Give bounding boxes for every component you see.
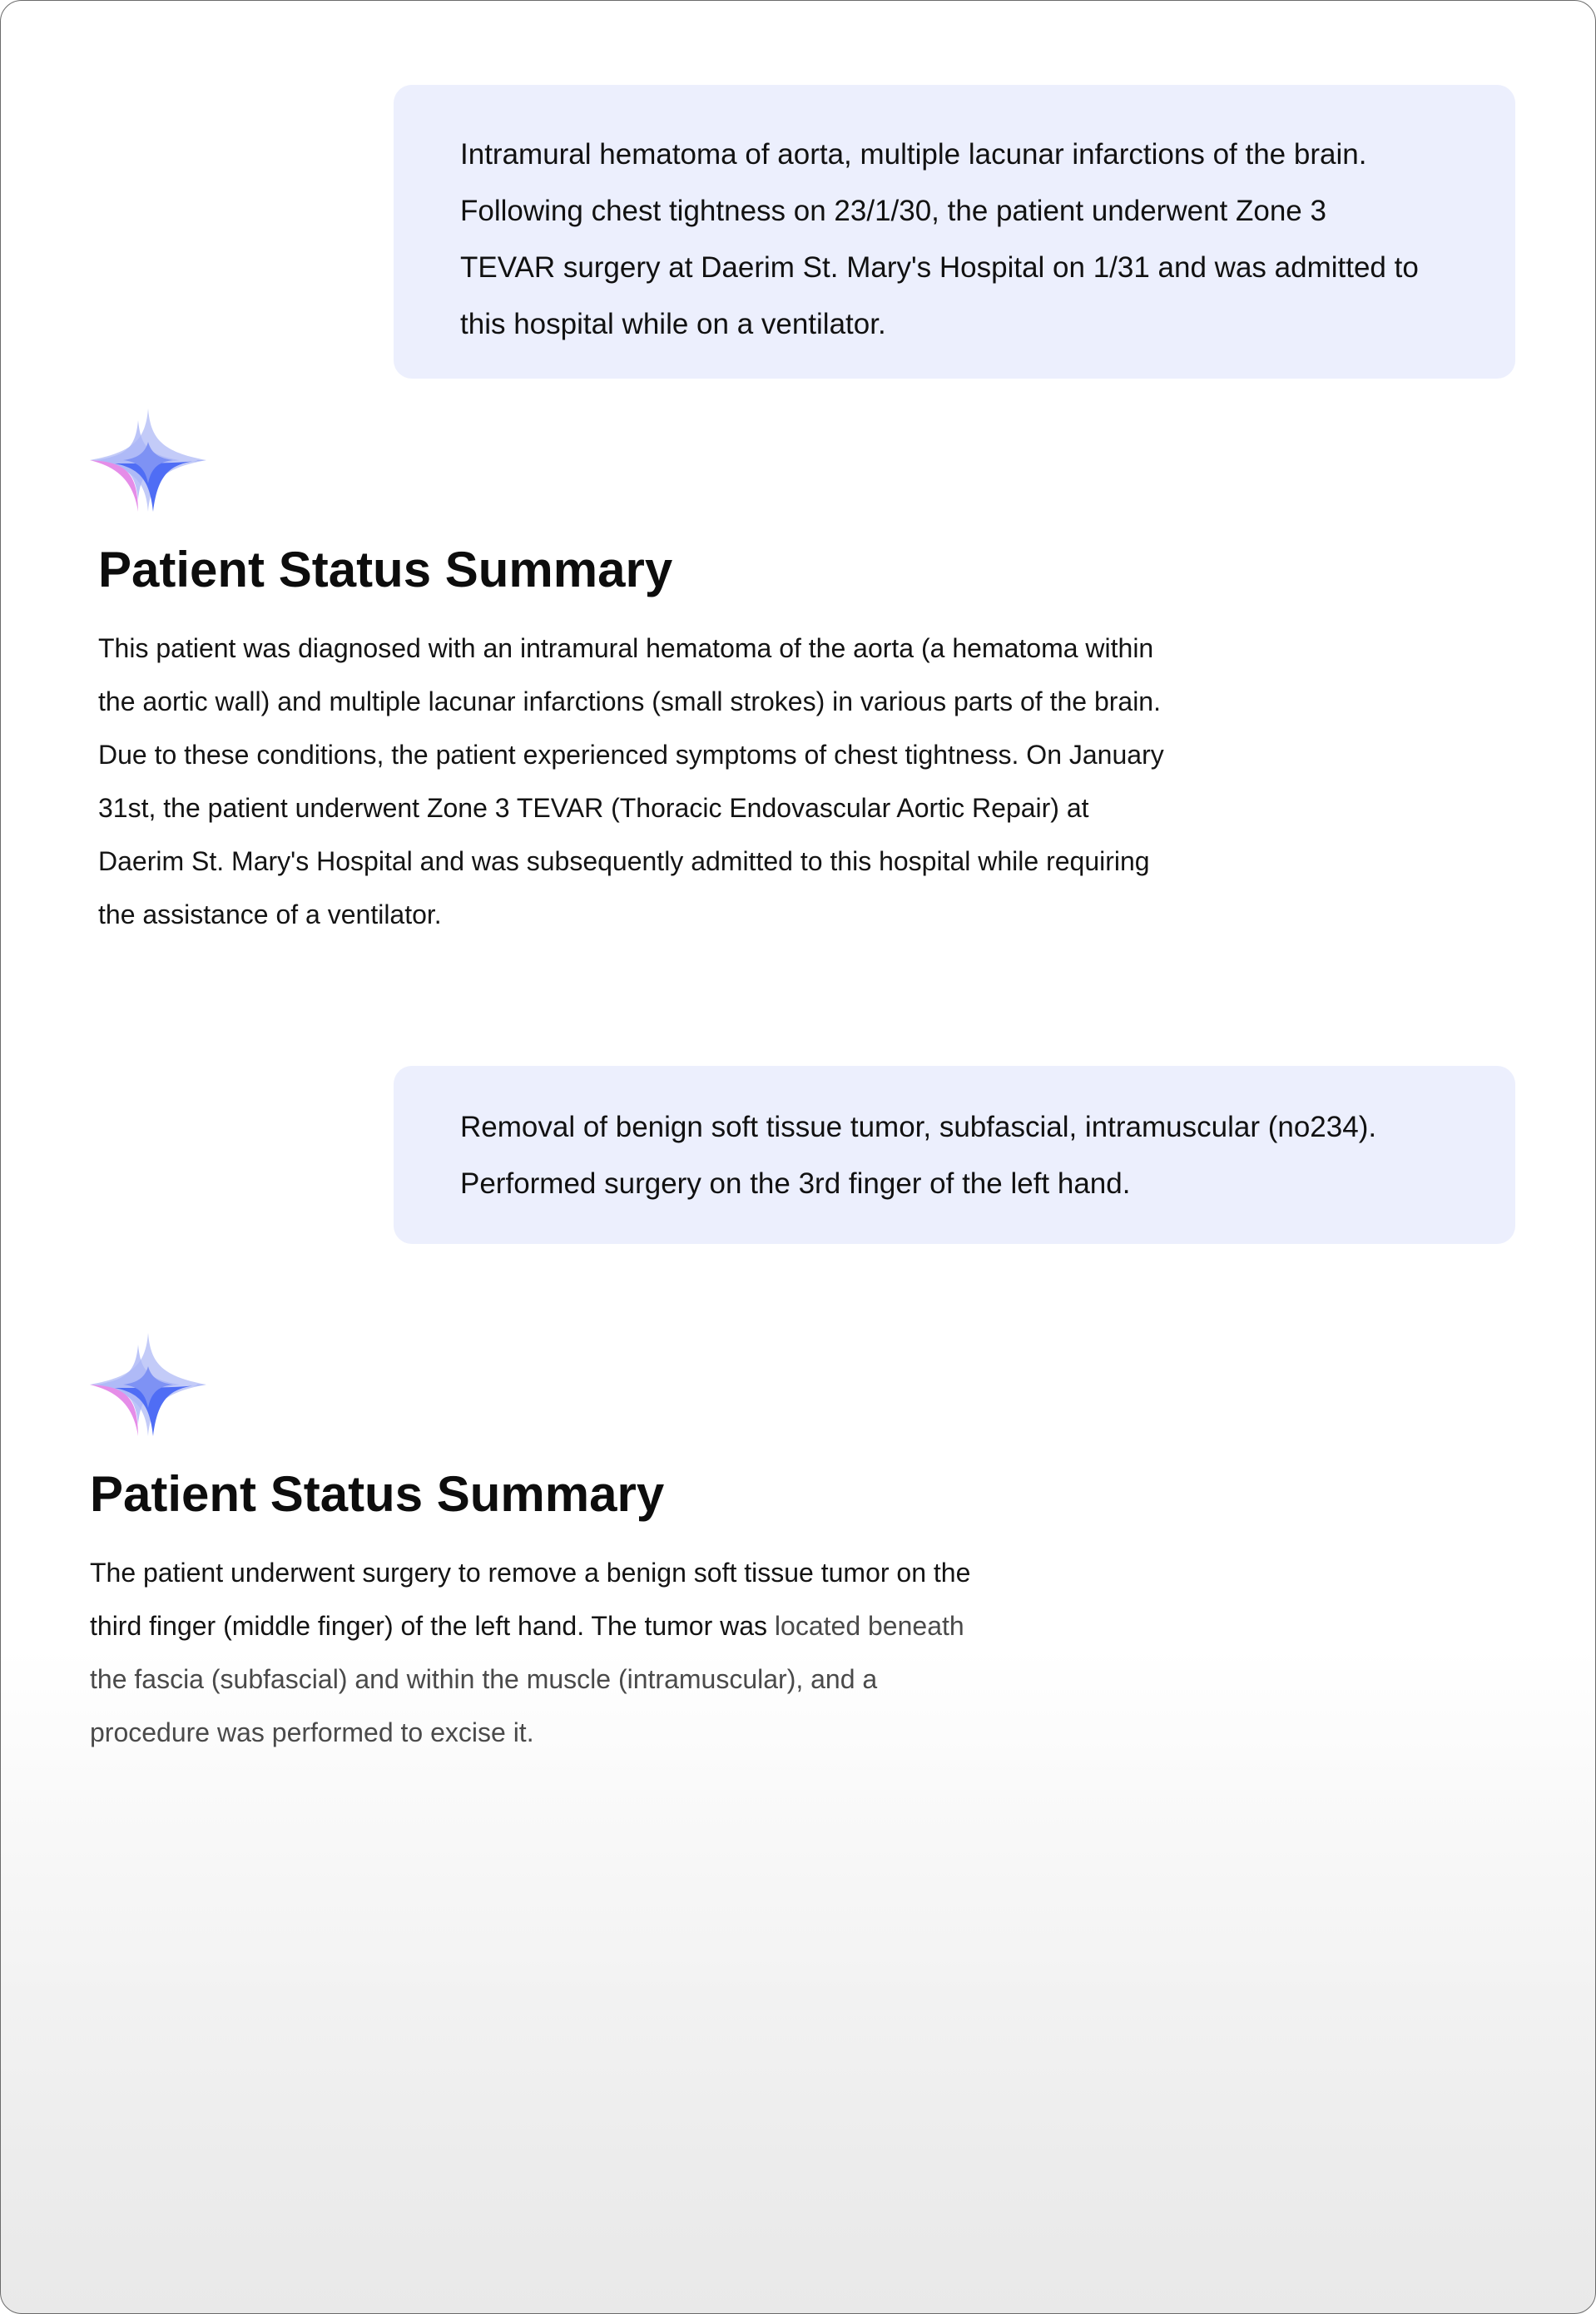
user-message-bubble xyxy=(394,1066,1515,1244)
sparkle-icon xyxy=(90,409,206,512)
response-body-visible: The patient underwent surgery to remove a benign soft tissue tumor on the third finger (middle finger) of the left hand. The tumor was xyxy=(90,1558,971,1641)
user-message-text: Removal of benign soft tissue tumor, subfascial, intramuscular (no234). Performed surgery on the 3rd finger of the left hand. xyxy=(460,1111,1377,1200)
response-title: Patient Status Summary xyxy=(90,1466,665,1522)
sparkle-icon xyxy=(90,1333,206,1436)
user-message-bubble xyxy=(394,85,1515,379)
response-body-faded: located beneath the fascia (subfascial) and within the muscle (intramuscular), and a procedure was performed to excise it. xyxy=(90,1611,964,1747)
response-body xyxy=(90,1546,989,1759)
response-title: Patient Status Summary xyxy=(98,542,673,597)
response-body: This patient was diagnosed with an intramural hematoma of the aorta (a hematoma within the aortic wall) and multiple lacunar infarctions (small strokes) in various parts of the brain. Due to these conditions, the patient experienced symptoms of chest tightness. On January 31st, the patient underwent Zone 3 TEVAR (Thoracic Endovascular Aortic Repair) at Daerim St. Mary's Hospital and was subsequently admitted to this hospital while requiring the assistance of a ventilator. xyxy=(98,633,1164,929)
user-message-text: Intramural hematoma of aorta, multiple lacunar infarctions of the brain. Following chest tightness on 23/1/30, the patient underwent Zone 3 TEVAR surgery at Daerim St. Mary's Hospital on 1/31 and was admitted to this hospital while on a ventilator. xyxy=(460,138,1419,340)
